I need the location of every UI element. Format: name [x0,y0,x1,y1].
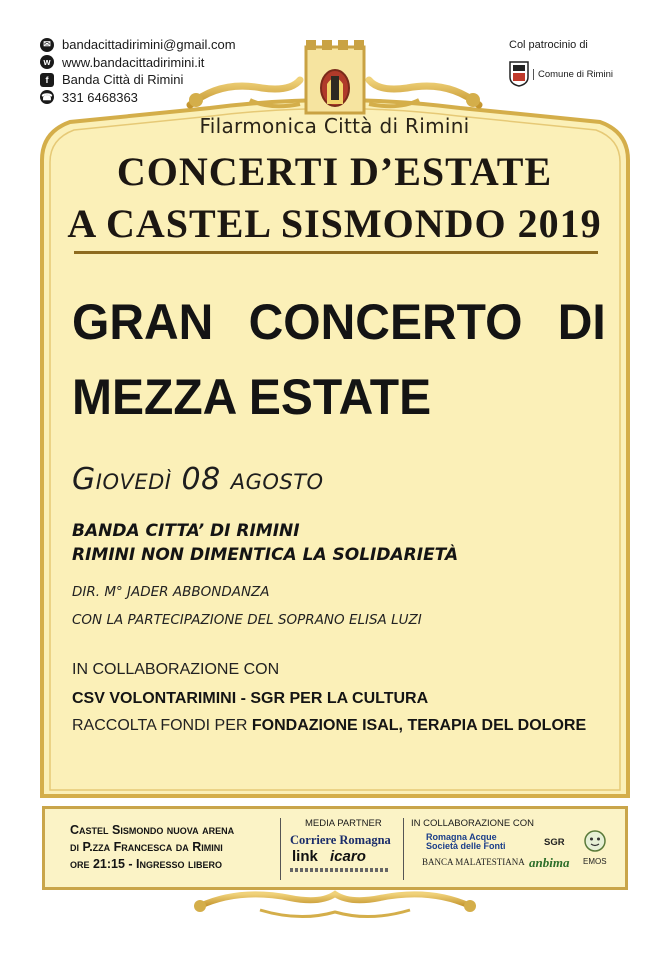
headline-word: GRAN [72,294,214,350]
facebook-icon: f [40,73,54,87]
band-name: BANDA CITTA’ DI RIMINI [72,521,300,541]
sponsor-romagna-acque-logo [426,833,506,851]
title-divider [74,251,598,254]
series-title-line2: A CASTEL SISMONDO 2019 [67,201,602,246]
director: DIR. M° JADER ABBONDANZA [72,584,270,600]
patron-label: Col patrocinio di [509,39,588,51]
globe-icon: w [40,55,54,69]
headline-line2: MEZZA ESTATE [72,369,432,425]
collab-orgs: CSV VOLONTARIMINI - SGR PER LA CULTURA [72,690,429,707]
fundraising-line [72,717,586,735]
facebook-row[interactable] [40,71,280,89]
guest-soloist: CON LA PARTECIPAZIONE DEL SOPRANO ELISA LUZI [72,612,422,628]
patron-name: Comune di Rimini [533,69,613,80]
phone-row[interactable] [40,89,280,107]
emos-face-icon [584,830,606,852]
headline-word: CONCERTO [248,294,523,350]
footer-ornament [194,894,476,917]
website-row[interactable] [40,54,280,72]
footer-divider [403,818,404,880]
media-corriere-logo: Corriere Romagna [290,833,391,847]
sponsor-acque-line2: Società delle Fonti [426,841,506,851]
venue-line1: Castel Sismondo nuova arena [70,823,235,837]
headline-line1 [72,294,606,350]
media-partner-label: MEDIA PARTNER [305,818,382,829]
patron-logo [509,61,629,87]
website-text[interactable]: www.bandacittadirimini.it [62,54,205,70]
collab-intro: IN COLLABORAZIONE CON [72,661,280,678]
sponsor-acque-line1: Romagna Acque [426,832,497,842]
phone-text[interactable]: 331 6468363 [62,89,138,105]
organizer-name: Filarmonica Città di Rimini [199,114,470,138]
patron-block [509,39,629,87]
media-link-logo: link [292,848,318,865]
fundraising-prefix: RACCOLTA FONDI PER [72,717,248,734]
email-row[interactable] [40,36,280,54]
venue-line3: ore 21:15 - Ingresso libero [70,857,223,871]
event-date: Giovedì 08 agosto [72,462,324,497]
sponsor-sgr-logo: SGR [544,837,565,848]
contact-list [40,36,280,106]
venue-line2: di P.zza Francesca da Rimini [70,840,223,854]
fundraising-target: FONDAZIONE ISAL, TERAPIA DEL DOLORE [251,717,587,734]
media-icaro-logo: icaro [330,848,366,865]
email-text[interactable]: bandacittadirimini@gmail.com [62,37,236,53]
event-theme: RIMINI NON DIMENTICA LA SOLIDARIETÀ [72,545,459,565]
headline-word: DI [557,294,606,350]
footer-divider [280,818,281,880]
venue-info [70,822,234,873]
media-fineprint [290,868,390,872]
facebook-text[interactable]: Banda Città di Rimini [62,72,184,88]
whatsapp-icon: ☎ [40,90,54,104]
sponsor-banca-logo: BANCA MALATESTIANA [422,857,525,867]
sponsor-anbima-logo: anbima [529,855,570,870]
email-icon: ✉ [40,38,54,52]
castle-emblem-icon [306,40,364,113]
series-title-line1: CONCERTI D’ESTATE [116,149,553,194]
sponsor-collab-label: IN COLLABORAZIONE CON [411,818,534,829]
sponsor-emos-logo: EMOS [583,857,607,866]
comune-shield-icon [509,61,529,87]
